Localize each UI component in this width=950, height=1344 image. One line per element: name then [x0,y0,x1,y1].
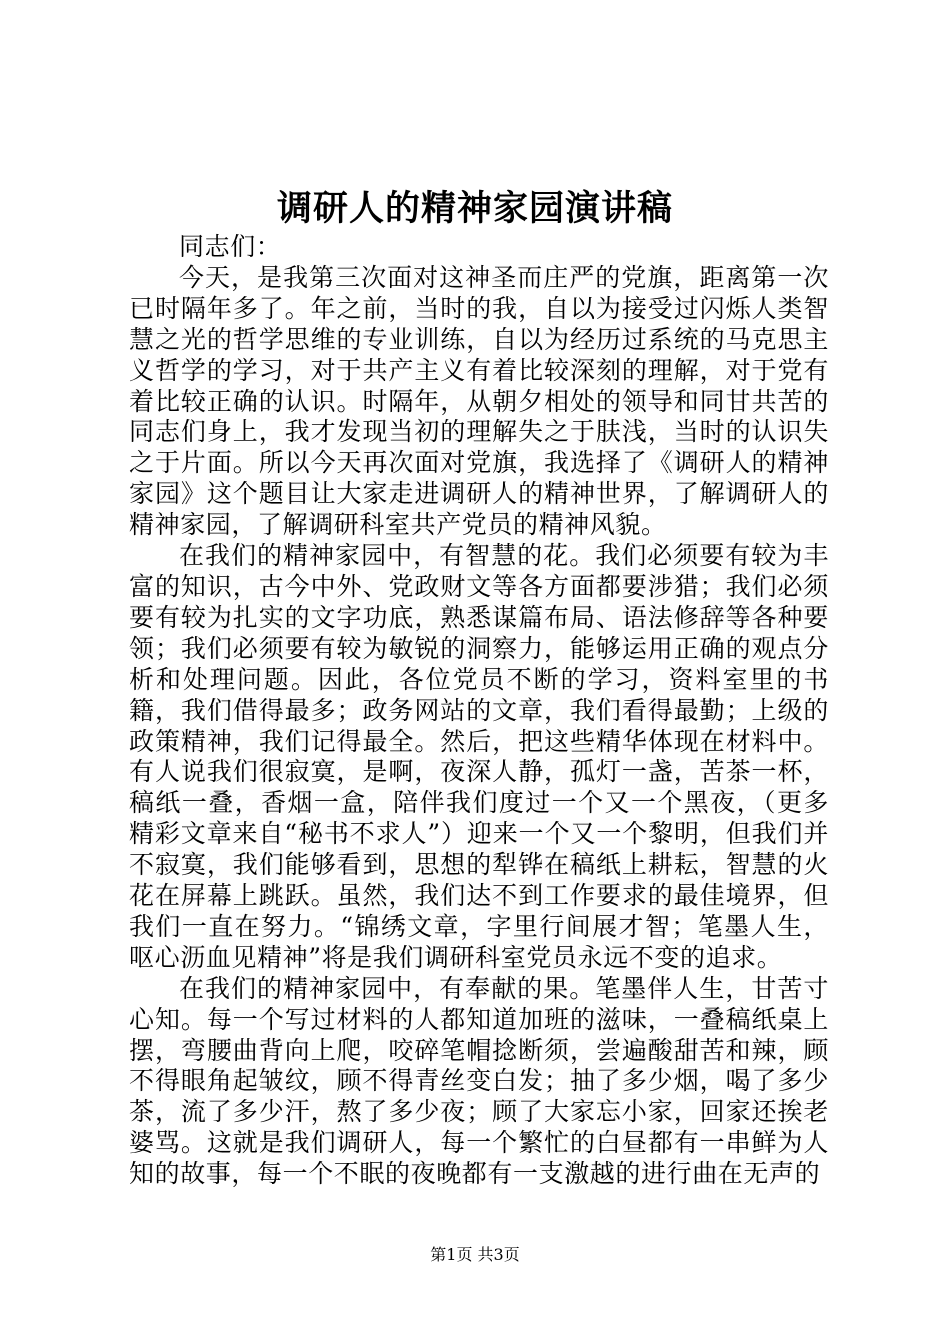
page-footer: 第1页 共3页 [430,1245,520,1264]
document-body [129,232,829,1190]
body-paragraph: 今天，是我第三次面对这神圣而庄严的党旗，距离第一次已时隔年多了。年之前，当时的我，自以为接受过闪烁人类智慧之光的哲学思维的专业训练，自以为经历过系统的马克思主义哲学的学习，对于共产主义有着比较深刻的理解，对于党有着比较正确的认识。时隔年，从朝夕相处的领导和同甘共苦的同志们身上，我才发现当初的理解失之于肤浅，当时的认识失之于片面。所以今天再次面对党旗，我选择了《调研人的精神家园》这个题目让大家走进调研人的精神世界，了解调研人的精神家园，了解调研科室共产党员的精神风貌。 [129,262,829,540]
body-paragraph: 在我们的精神家园中，有智慧的花。我们必须要有较为丰富的知识，古今中外、党政财文等各方面都要涉猎；我们必须要有较为扎实的文字功底，熟悉谋篇布局、语法修辞等各种要领；我们必须要有较为敏锐的洞察力，能够运用正确的观点分析和处理问题。因此，各位党员不断的学习，资料室里的书籍，我们借得最多；政务网站的文章，我们看得最勤；上级的政策精神，我们记得最全。然后，把这些精华体现在材料中。有人说我们很寂寞，是啊，夜深人静，孤灯一盏，苦茶一杯，稿纸一叠，香烟一盒，陪伴我们度过一个又一个黑夜，（更多精彩文章来自“秘书不求人”）迎来一个又一个黎明，但我们并不寂寞，我们能够看到，思想的犁铧在稿纸上耕耘，智慧的火花在屏幕上跳跃。虽然，我们达不到工作要求的最佳境界，但我们一直在努力。“锦绣文章，字里行间展才智；笔墨人生，呕心沥血见精神”将是我们调研科室党员永远不变的追求。 [129,541,829,972]
body-paragraph: 在我们的精神家园中，有奉献的果。笔墨伴人生，甘苦寸心知。每一个写过材料的人都知道加班的滋味，一叠稿纸桌上摆，弯腰曲背向上爬，咬碎笔帽捻断须，尝遍酸甜苦和辣，顾不得眼角起皱纹，顾不得青丝变白发；抽了多少烟，喝了多少茶，流了多少汗，熬了多少夜；顾了大家忘小家，回家还挨老婆骂。这就是我们调研人，每一个繁忙的白昼都有一串鲜为人知的故事，每一个不眠的夜晚都有一支激越的进行曲在无声的 [129,973,829,1189]
document-title: 调研人的精神家园演讲稿 [276,188,673,229]
salutation-paragraph: 同志们： [179,232,282,261]
